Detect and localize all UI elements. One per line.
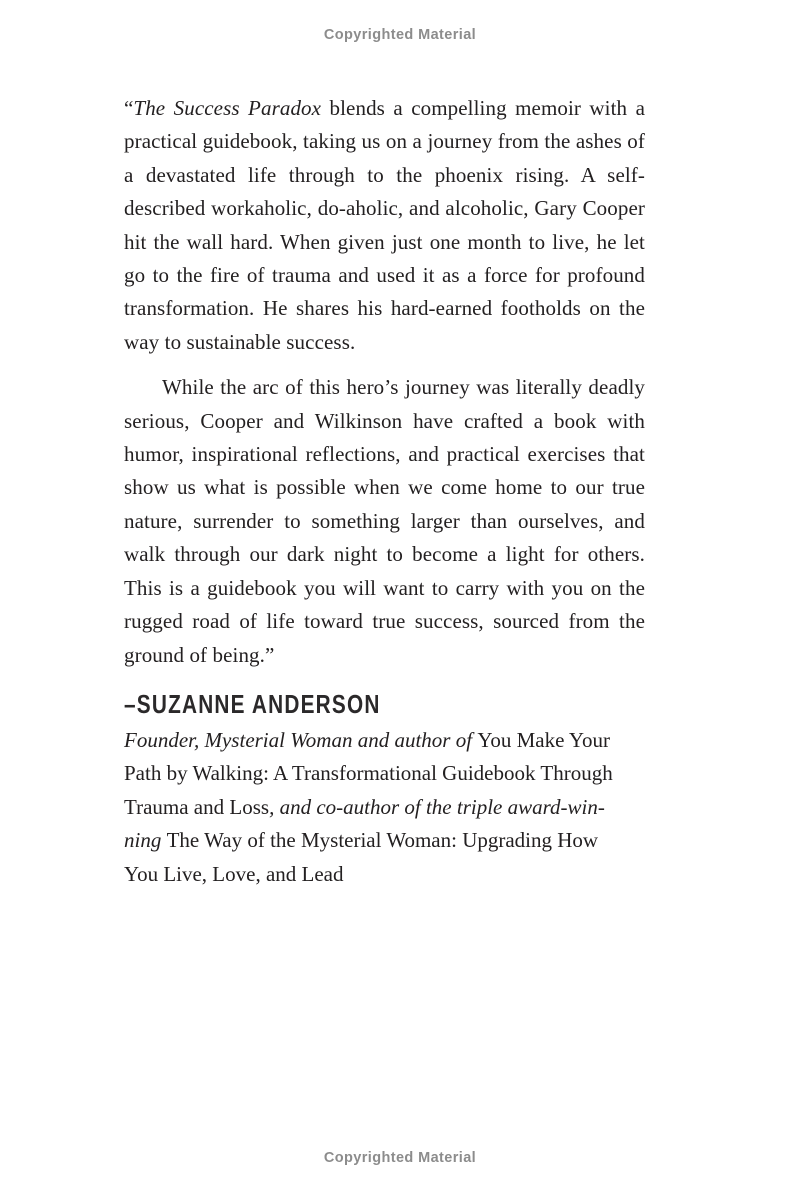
text-run-roman: While the arc of this hero’s journey was literally deadly serious, Cooper and Wilkinson have crafted a book with humor, inspirational reflections, and practical exercises that show us what is possible when we come home to our true nature, surrender to something larger than ourselves, and walk through our dark night to become a light for others. This is a guidebook you will want to carry with you on the rugged road of life toward true success, sourced from the ground of being.” — [124, 375, 645, 667]
text-run-roman: You Make Your — [477, 727, 610, 752]
credential-line — [124, 791, 645, 824]
text-run-italic: Founder, Mysterial Woman and author of — [124, 727, 478, 752]
quote-paragraph-1 — [124, 92, 645, 359]
credential-line — [124, 824, 645, 857]
credential-line — [124, 724, 645, 757]
credential-line — [124, 757, 645, 790]
text-run-italic: The Success Paradox — [133, 96, 322, 120]
text-run-italic: , and co-author of the triple award-win- — [269, 794, 605, 819]
copyright-notice-top: Copyrighted Material — [323, 27, 477, 43]
text-run-roman: You Live, Love, and Lead — [124, 861, 344, 886]
credential-line — [124, 858, 645, 891]
quote-paragraph-2 — [124, 371, 645, 672]
text-run-italic: ning — [124, 828, 167, 853]
endorsement-block — [124, 92, 645, 891]
copyright-notice-bottom: Copyrighted Material — [323, 1150, 477, 1166]
text-run-roman: Path by Walking: A Transformational Guidebook Through — [124, 761, 613, 786]
attribution-name: –SUZANNE ANDERSON — [124, 688, 381, 719]
text-run-roman: Trauma and Loss — [124, 794, 270, 819]
text-run-roman: “ — [124, 96, 134, 120]
text-run-roman: blends a compelling memoir with a practical guidebook, taking us on a journey from the ashes of a devastated life through to the phoenix rising. A self-described workaholic, do-aholic, and alcoholic, Gary Cooper hit the wall hard. When given just one month to live, he let go to the fire of trauma and used it as a force for profound transformation. He shares his hard-earned footholds on the way to sustainable success. — [124, 96, 645, 354]
text-run-roman: The Way of the Mysterial Woman: Upgrading How — [166, 828, 599, 853]
attribution-credentials — [124, 724, 645, 891]
